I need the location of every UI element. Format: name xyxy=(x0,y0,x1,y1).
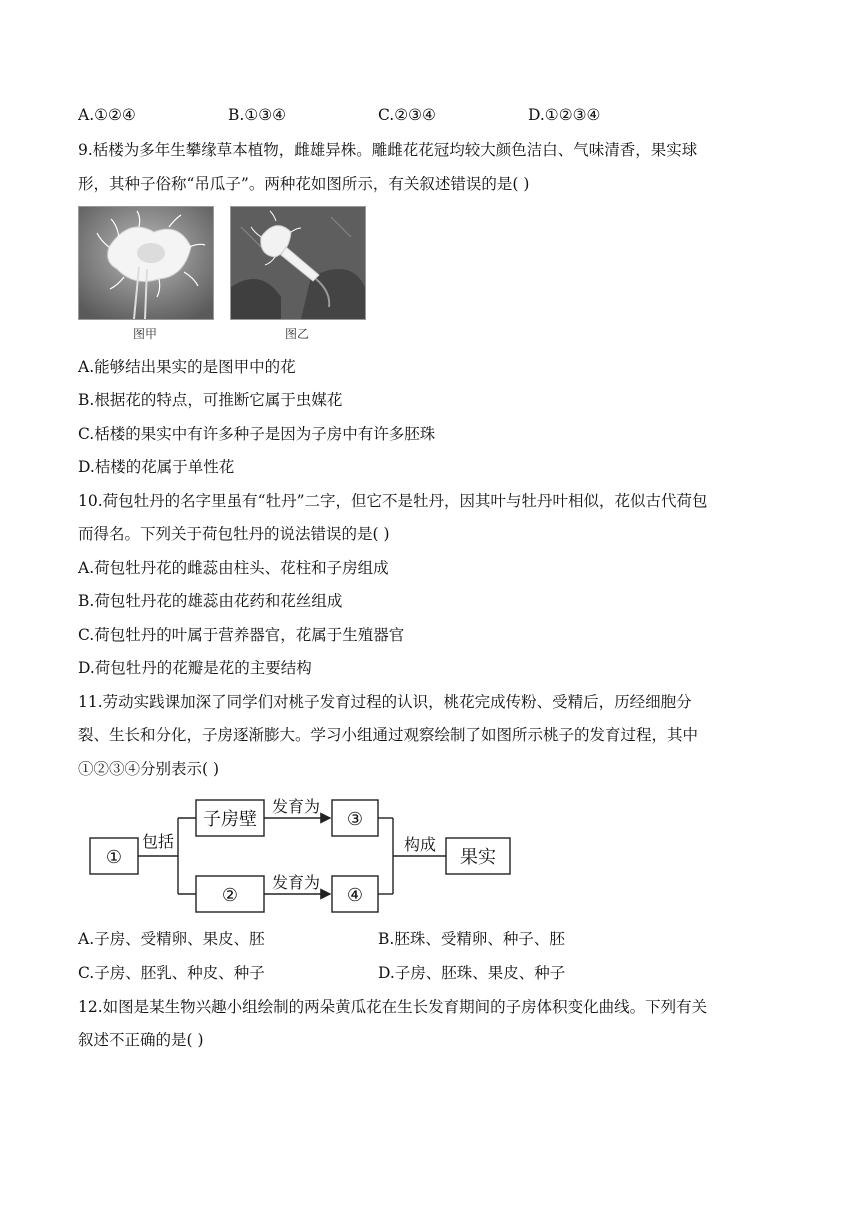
diagram-label-1: ① xyxy=(105,847,123,868)
q9-option-b: B.根据花的特点，可推断它属于虫媒花 xyxy=(78,391,343,409)
diagram-label-2: ② xyxy=(221,885,239,906)
diagram-label-include: 包括 xyxy=(141,832,175,851)
q8-option-a: A.①②④ xyxy=(78,106,136,124)
q11-option-c: C.子房、胚乳、种皮、种子 xyxy=(78,964,265,982)
q10-option-b: B.荷包牡丹花的雄蕊由花药和花丝组成 xyxy=(78,592,343,610)
q9-option-d: D.桔楼的花属于单性花 xyxy=(78,458,235,476)
diagram-label-develop-1: 发育为 xyxy=(271,797,321,816)
diagram-label-compose: 构成 xyxy=(403,835,437,854)
q11-option-d: D.子房、胚珠、果皮、种子 xyxy=(378,964,566,982)
q12-stem-line1: 12.如图是某生物兴趣小组绘制的两朵黄瓜花在生长发育期间的子房体积变化曲线。下列有关 xyxy=(78,998,708,1016)
q10-stem-line1: 10.荷包牡丹的名字里虽有“牡丹”二字，但它不是牡丹，因其叶与牡丹叶相似，花似古代荷包 xyxy=(78,492,708,510)
photo-caption-a: 图甲 xyxy=(132,327,157,341)
q9-stem-line1: 9.栝楼为多年生攀缘草本植物，雌雄异株。雕雌花花冠均较大颜色洁白、气味清香，果实球 xyxy=(78,141,698,159)
q11-stem-line2: 裂、生长和分化，子房逐渐膨大。学习小组通过观察绘制了如图所示桃子的发育过程，其中 xyxy=(78,726,699,744)
q9-stem-line2: 形，其种子俗称“吊瓜子”。两种花如图所示，有关叙述错误的是( ) xyxy=(78,175,530,193)
q9-option-c: C.栝楼的果实中有许多种子是因为子房中有许多胚珠 xyxy=(78,425,436,443)
q8-option-d: D.①②③④ xyxy=(528,106,601,124)
diagram-label-ovary-wall: 子房壁 xyxy=(203,809,257,830)
q9-option-a: A.能够结出果实的是图甲中的花 xyxy=(78,358,296,376)
photo-flower-a xyxy=(78,206,214,320)
q10-option-a: A.荷包牡丹花的雌蕊由柱头、花柱和子房组成 xyxy=(78,559,389,577)
diagram-label-3: ③ xyxy=(346,809,364,830)
diagram-label-fruit: 果实 xyxy=(460,847,496,868)
q10-option-c: C.荷包牡丹的叶属于营养器官，花属于生殖器官 xyxy=(78,626,405,644)
q11-option-b: B.胚珠、受精卵、种子、胚 xyxy=(378,930,565,948)
photo-flower-b xyxy=(230,206,366,320)
diagram-label-develop-2: 发育为 xyxy=(271,873,321,892)
q11-stem-line1: 11.劳动实践课加深了同学们对桃子发育过程的认识，桃花完成传粉、受精后，历经细胞分 xyxy=(78,693,692,711)
q12-stem-line2: 叙述不正确的是( ) xyxy=(78,1031,204,1049)
fruit-development-diagram xyxy=(78,796,528,916)
q11-option-a: A.子房、受精卵、果皮、胚 xyxy=(78,930,265,948)
q8-option-b: B.①③④ xyxy=(228,106,287,124)
photo-caption-b: 图乙 xyxy=(284,327,309,341)
q10-option-d: D.荷包牡丹的花瓣是花的主要结构 xyxy=(78,659,312,677)
q11-stem-line3: ①②③④分别表示( ) xyxy=(78,760,220,778)
q10-stem-line2: 而得名。下列关于荷包牡丹的说法错误的是( ) xyxy=(78,525,390,543)
diagram-label-4: ④ xyxy=(346,885,364,906)
q8-option-c: C.②③④ xyxy=(378,106,436,124)
